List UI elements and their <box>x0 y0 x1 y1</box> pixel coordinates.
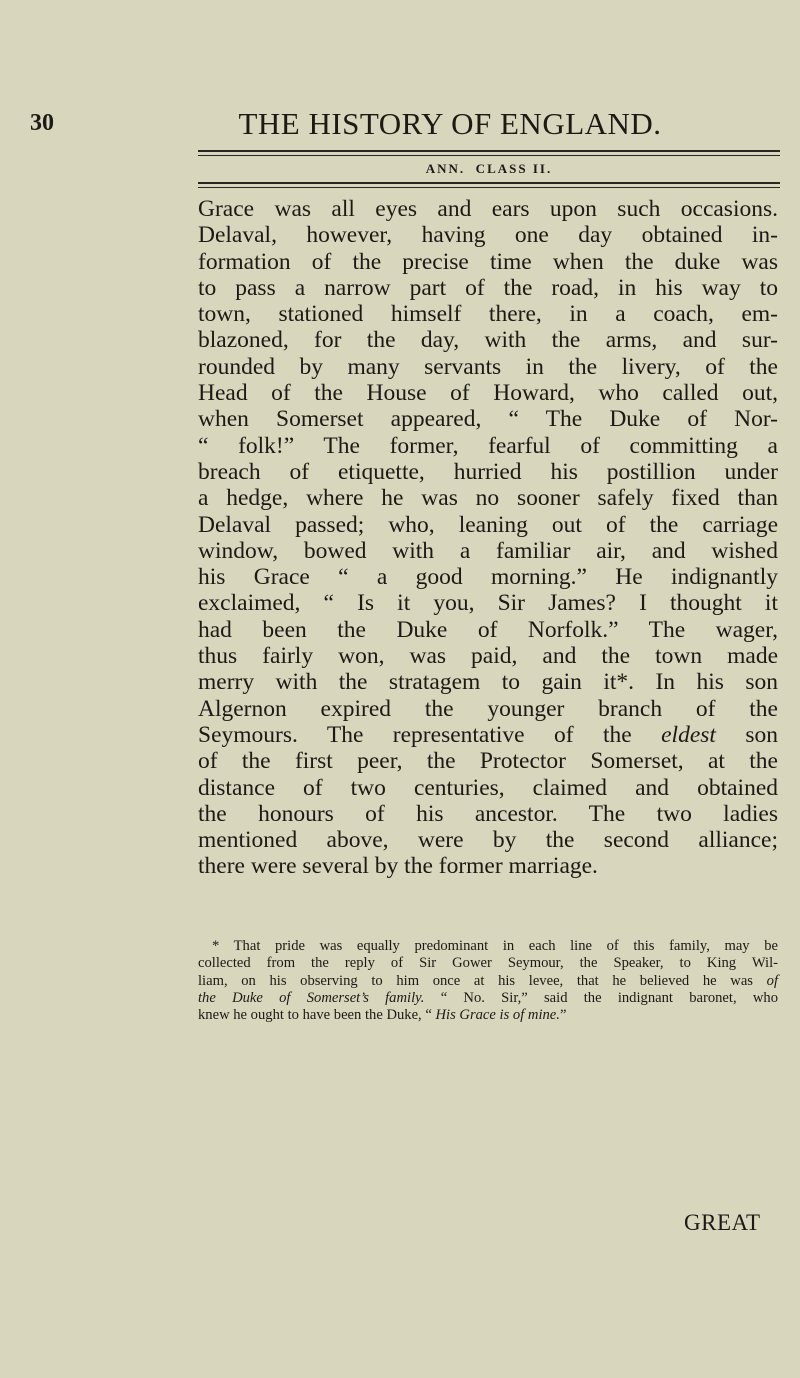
footnote-line <box>198 955 778 972</box>
body-line <box>198 196 778 222</box>
italic-text: of <box>766 972 778 989</box>
text-segment: Head of the House of Howard, who called out, <box>198 380 778 407</box>
text-segment: “ No. Sir,” said the indignant baronet, who <box>424 989 778 1006</box>
text-segment: had been the Duke of Norfolk.” The wager, <box>198 616 778 643</box>
body-line <box>198 485 778 511</box>
text-segment: breach of etiquette, hurried his postillion under <box>198 458 778 485</box>
text-segment: blazoned, for the day, with the arms, and sur- <box>198 327 778 354</box>
body-line <box>198 354 778 380</box>
body-text <box>198 196 778 880</box>
text-segment: knew he ought to have been the Duke, “ <box>198 1007 436 1024</box>
header-rule <box>198 187 780 188</box>
text-segment: “ folk!” The former, fearful of committing a <box>198 432 778 459</box>
body-line <box>198 590 778 616</box>
body-line <box>198 722 778 748</box>
text-segment: distance of two centuries, claimed and obtained <box>198 774 778 801</box>
body-line <box>198 748 778 774</box>
body-line <box>198 643 778 669</box>
italic-text: His Grace is of mine. <box>435 1007 560 1024</box>
text-segment: of the first peer, the Protector Somerset, at the <box>198 748 778 775</box>
text-segment: son <box>715 721 778 748</box>
header-rule <box>198 150 780 152</box>
body-line <box>198 222 778 248</box>
footnote <box>198 938 778 1024</box>
body-line <box>198 275 778 301</box>
body-line <box>198 512 778 538</box>
footnote-line <box>198 938 778 955</box>
body-line <box>198 406 778 432</box>
body-line <box>198 617 778 643</box>
text-segment: formation of the precise time when the duke was <box>198 248 778 275</box>
footnote-line <box>198 973 778 990</box>
footnote-line <box>198 990 778 1007</box>
page-number: 30 <box>30 110 54 136</box>
subheading: ANN. CLASS II. <box>425 161 553 176</box>
text-segment: window, bowed with a familiar air, and wished <box>198 537 778 564</box>
body-line <box>198 801 778 827</box>
body-line <box>198 696 778 722</box>
body-line <box>198 775 778 801</box>
footnote-line <box>198 1007 778 1024</box>
text-segment: Seymours. The representative of the <box>198 721 662 748</box>
text-segment: Delaval passed; who, leaning out of the carriage <box>198 511 778 538</box>
text-segment: his Grace “ a good morning.” He indignantly <box>198 564 778 591</box>
text-segment: ” <box>559 1007 567 1024</box>
running-title: THE HISTORY OF ENGLAND. <box>238 106 662 141</box>
text-segment: rounded by many servants in the livery, of the <box>198 353 778 380</box>
body-line <box>198 459 778 485</box>
body-line <box>198 564 778 590</box>
text-segment: * That pride was equally predominant in each line of this family, may be <box>212 938 778 954</box>
text-segment: Grace was all eyes and ears upon such occasions. <box>198 196 778 222</box>
text-segment: exclaimed, “ Is it you, Sir James? I thought it <box>198 590 778 617</box>
body-line <box>198 301 778 327</box>
text-segment: the honours of his ancestor. The two ladies <box>198 800 778 827</box>
text-segment: Delaval, however, having one day obtained in- <box>198 222 778 249</box>
text-segment: mentioned above, were by the second alliance; <box>198 827 778 854</box>
text-segment: merry with the stratagem to gain it*. In his son <box>198 669 778 696</box>
catchword: GREAT <box>684 1210 761 1235</box>
text-segment: thus fairly won, was paid, and the town made <box>198 643 778 670</box>
text-segment: town, stationed himself there, in a coach, em- <box>198 301 778 328</box>
body-line <box>198 327 778 353</box>
text-segment: when Somerset appeared, “ The Duke of Nor- <box>198 406 778 433</box>
text-segment: a hedge, where he was no sooner safely fixed than <box>198 485 778 512</box>
body-line <box>198 669 778 695</box>
text-segment: liam, on his observing to him once at his levee, that he believed he was <box>198 972 767 989</box>
italic-text: the Duke of Somerset’s family. <box>198 989 425 1006</box>
header-rule <box>198 155 780 156</box>
body-line <box>198 380 778 406</box>
body-line <box>198 249 778 275</box>
body-line <box>198 827 778 853</box>
header-rule <box>198 182 780 184</box>
body-line <box>198 538 778 564</box>
italic-text: eldest <box>661 721 716 748</box>
text-segment: there were several by the former marriage. <box>198 853 598 880</box>
body-line <box>198 433 778 459</box>
text-segment: Algernon expired the younger branch of the <box>198 695 778 722</box>
text-segment: collected from the reply of Sir Gower Seymour, the Speaker, to King Wil- <box>198 955 778 972</box>
body-line <box>198 853 778 879</box>
text-segment: to pass a narrow part of the road, in his way to <box>198 274 778 301</box>
